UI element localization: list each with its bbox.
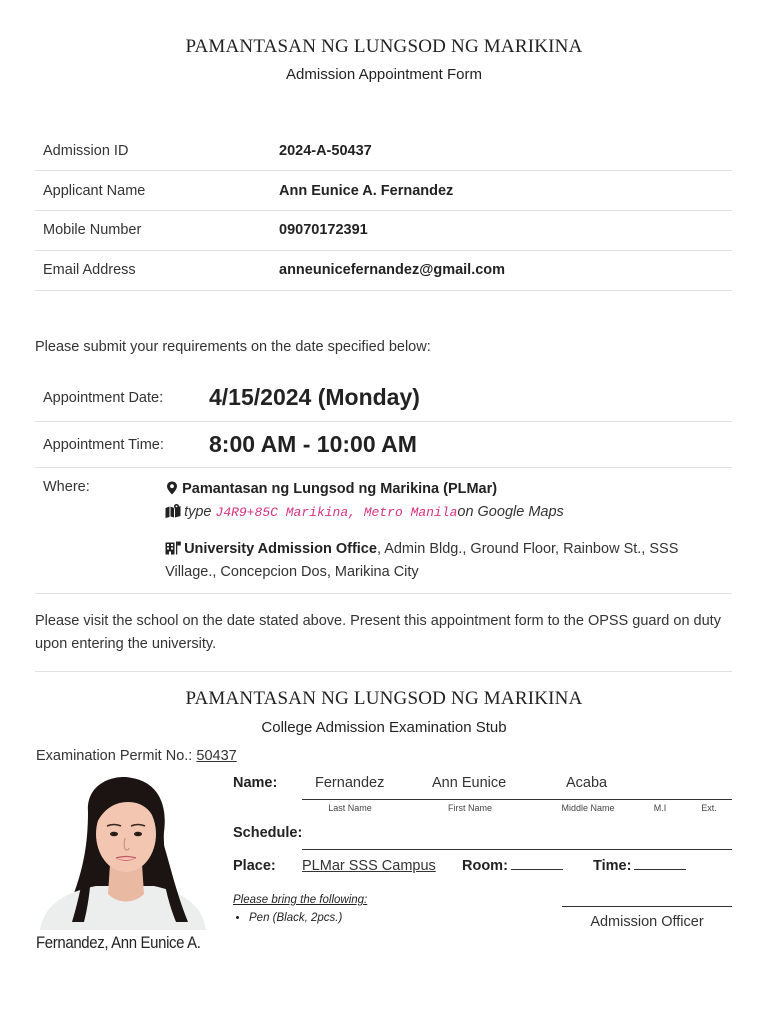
col-middle-name: Middle Name — [561, 803, 615, 813]
appointment-time-row — [35, 422, 732, 468]
name-underline — [302, 799, 732, 800]
col-first-name: First Name — [447, 803, 492, 813]
school-name: PAMANTASAN NG LUNGSOD NG MARIKINA — [185, 36, 583, 57]
permit-label: Examination Permit No.: — [36, 748, 193, 764]
place-line — [165, 478, 732, 501]
spacer — [165, 524, 732, 538]
room-label-text: Room: — [462, 858, 508, 874]
stub-school-name: PAMANTASAN NG LUNGSOD NG MARIKINA — [185, 688, 583, 709]
divider — [35, 671, 732, 672]
table-row — [35, 171, 732, 211]
stub-last-name: Fernandez — [315, 775, 385, 791]
stub-middle-name: Acaba — [566, 775, 608, 791]
col-extension: Ext. — [701, 803, 717, 813]
permit-number: 50437 — [196, 748, 237, 764]
col-last-name: Last Name — [328, 803, 372, 813]
applicant-photo-image — [36, 772, 210, 930]
maps-suffix: on Google Maps — [457, 504, 564, 520]
col-middle-initial: M.I — [653, 803, 667, 813]
where-details — [165, 478, 732, 593]
bring-title: Please bring the following: — [233, 894, 368, 906]
map-marker-icon — [165, 481, 179, 495]
stub-room-label — [462, 858, 563, 874]
email-address-label: Email Address — [35, 250, 271, 290]
place-name: Pamantasan ng Lungsod ng Marikina (PLMar) — [182, 481, 498, 497]
stub-name-label: Name: — [233, 775, 278, 791]
maps-prefix: type — [184, 504, 212, 520]
appointment-date-row — [35, 374, 732, 422]
room-blank — [511, 858, 563, 870]
appointment-date-label: Appointment Date: — [43, 389, 164, 406]
table-row — [35, 131, 732, 171]
stub-place-label: Place: — [233, 858, 276, 874]
admission-officer-label: Admission Officer — [590, 914, 704, 930]
applicant-name-label: Applicant Name — [35, 171, 271, 211]
applicant-photo — [36, 772, 210, 930]
office-name: University Admission Office — [184, 541, 377, 557]
building-flag-icon — [165, 541, 181, 555]
appointment-time-value: 8:00 AM - 10:00 AM — [209, 431, 417, 457]
office-address: , Admin Bldg., Ground Floor, Rainbow St., SSS Village., Concepcion Dos, Marikina City — [165, 541, 679, 580]
photo-caption: Fernandez, Ann Eunice A. — [36, 933, 201, 952]
stub-first-name: Ann Eunice — [432, 775, 507, 791]
schedule-underline — [302, 849, 732, 850]
bring-list — [249, 912, 342, 924]
plus-code: J4R9+85C Marikina, Metro Manila — [215, 505, 458, 520]
admission-id-label: Admission ID — [35, 131, 271, 171]
mobile-number-label: Mobile Number — [35, 211, 271, 251]
appointment-time-label: Appointment Time: — [43, 436, 164, 453]
maps-line — [165, 501, 732, 524]
visit-note: Please visit the school on the date stated above. Present this appointment form to the OPSS guard on duty upon entering the university. — [35, 613, 721, 652]
list-item: • Pen (Black, 2pcs.) — [249, 912, 342, 924]
stub-schedule-label: Schedule: — [233, 825, 303, 841]
office-line — [165, 538, 732, 584]
appointment-details — [35, 374, 732, 594]
mobile-number-value: 09070172391 — [271, 211, 732, 251]
table-row — [35, 250, 732, 290]
stub-title: College Admission Examination Stub — [261, 719, 507, 736]
stub-place-value: PLMar SSS Campus — [302, 858, 436, 874]
stub-time-label — [593, 858, 686, 874]
submit-note: Please submit your requirements on the date specified below: — [35, 339, 431, 355]
applicant-name-value: Ann Eunice A. Fernandez — [271, 171, 732, 211]
form-title: Admission Appointment Form — [286, 66, 482, 83]
permit-number-line — [36, 748, 237, 764]
stub-header — [0, 688, 768, 736]
form-header — [0, 36, 768, 83]
admission-id-value: 2024-A-50437 — [271, 131, 732, 171]
time-blank — [634, 858, 686, 870]
appointment-date-value: 4/15/2024 (Monday) — [209, 384, 420, 410]
where-label: Where: — [43, 479, 90, 495]
email-address-value: anneunicefernandez@gmail.com — [271, 250, 732, 290]
time-label-text: Time: — [593, 858, 632, 874]
applicant-info-table — [35, 131, 732, 291]
map-location-icon — [165, 504, 181, 518]
appointment-where-row — [35, 468, 732, 594]
signature-line — [562, 906, 732, 907]
table-row — [35, 211, 732, 251]
